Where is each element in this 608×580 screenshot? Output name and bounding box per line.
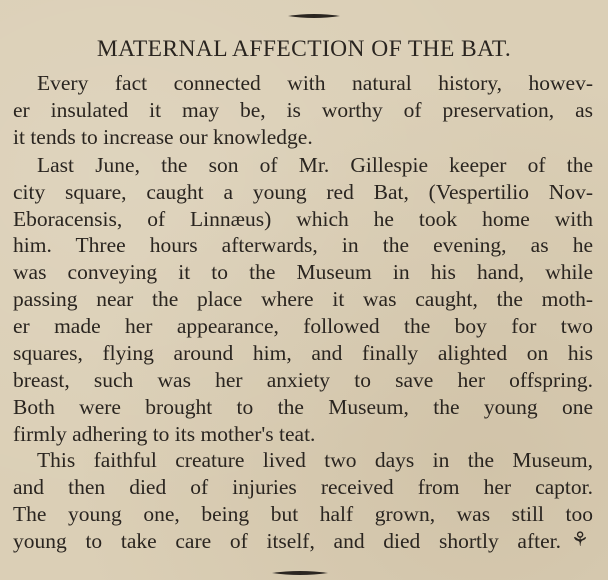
- text-line-10: er made her appearance, followed the boy for two: [13, 314, 593, 338]
- text-line-16: and then died of injuries received from her captor.: [13, 475, 593, 499]
- text-line-6: Eboracensis, of Linnæus) which he took home with: [13, 207, 593, 231]
- text-line-1: Every fact connected with natural history, howev-: [37, 71, 593, 95]
- text-line-2: er insulated it may be, is worthy of preservation, as: [13, 98, 593, 122]
- text-line-11: squares, flying around him, and finally alighted on his: [13, 341, 593, 365]
- article-title: MATERNAL AFFECTION OF THE BAT.: [96, 36, 512, 62]
- text-line-5: city square, caught a young red Bat, (Vespertilio Nov-: [13, 180, 593, 204]
- text-line-4: Last June, the son of Mr. Gillespie keeper of the: [37, 153, 593, 177]
- fleuron-end-icon: ⚘: [571, 527, 589, 551]
- text-line-13: Both were brought to the Museum, the young one: [13, 395, 593, 419]
- text-line-7: him. Three hours afterwards, in the evening, as he: [13, 233, 593, 257]
- top-rule-ornament: [286, 12, 342, 20]
- text-line-14: firmly adhering to its mother's teat.: [13, 422, 316, 446]
- text-line-8: was conveying it to the Museum in his hand, while: [13, 260, 593, 284]
- text-line-12: breast, such was her anxiety to save her offspring.: [13, 368, 593, 392]
- text-line-3: it tends to increase our knowledge.: [13, 125, 313, 149]
- text-line-15: This faithful creature lived two days in the Museum,: [37, 448, 593, 472]
- text-line-18: young to take care of itself, and died shortly after.: [13, 529, 561, 553]
- text-line-9: passing near the place where it was caught, the moth-: [13, 287, 593, 311]
- bottom-rule-ornament: [270, 568, 330, 578]
- text-line-17: The young one, being but half grown, was still too: [13, 502, 593, 526]
